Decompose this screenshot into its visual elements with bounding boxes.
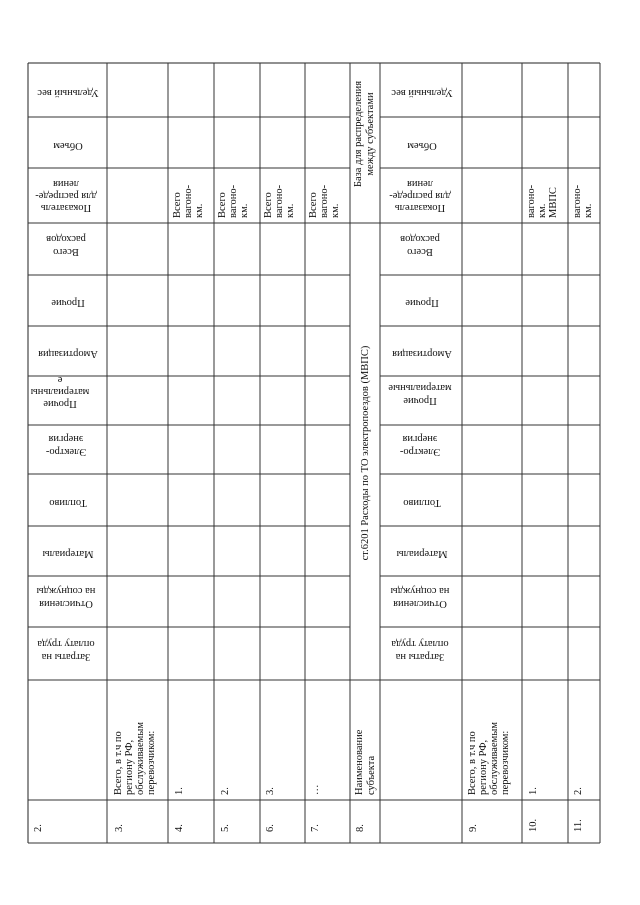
header-cell: Объем <box>53 140 83 151</box>
header-cell: Объем <box>407 140 437 151</box>
row-number: 11. <box>573 819 584 832</box>
header-cell: Затраты наоплату труда <box>391 638 449 662</box>
row-name: Наименованиесубъекта <box>354 729 377 795</box>
cost-item-span-title: ст.6201 Расходы по ТО электропоездов (МВПС) <box>360 345 371 561</box>
row-number: 5. <box>220 824 231 832</box>
header-cell: Отчисленияна соцнужды <box>36 585 96 609</box>
span-cells <box>353 81 376 561</box>
indicator-cell: Всеговагоно-км. <box>172 184 205 218</box>
indicator-cell: вагоно-км.МВПС <box>526 184 559 218</box>
row-number: 7. <box>310 824 321 832</box>
row-number: 4. <box>174 824 185 832</box>
header-cell: Материалы <box>42 548 94 559</box>
header-cell: Всегорасходов <box>46 233 86 257</box>
indicator-cell: вагоно-км. <box>572 184 594 218</box>
row-name: … <box>310 784 321 795</box>
header-cell: Удельный вес <box>391 87 453 98</box>
row-number: 2. <box>33 824 44 832</box>
header-cell: Топливо <box>49 497 87 508</box>
header-cell: Прочиематериальные <box>30 374 90 409</box>
indicator-cell: Всеговагоно-км. <box>217 184 250 218</box>
header-cell: Прочиематериальные <box>388 382 452 406</box>
row-name: 3. <box>265 787 276 795</box>
header-cell: Материалы <box>396 548 448 559</box>
header-cell: Показательдля распреде-ления <box>389 178 451 213</box>
row-numbers <box>33 819 584 832</box>
header-cell: Удельный вес <box>37 87 99 98</box>
row-number: 10. <box>528 818 539 832</box>
header-cell: Топливо <box>403 497 441 508</box>
indicator-cell: Всеговагоно-км. <box>263 184 296 218</box>
header-cell: Прочие <box>405 297 439 308</box>
header-cell: Отчисленияна соцнужды <box>390 585 450 609</box>
row-number: 3. <box>114 824 125 832</box>
header-cell: Показательдля распреде-ления <box>35 178 97 213</box>
header-cell: Затраты наоплату труда <box>37 638 95 662</box>
row-name: Всего, в т.ч порегиону РФ,обслуживаемымперевозчиком: <box>467 722 511 795</box>
header-cell: Амортизация <box>38 348 98 359</box>
row-number: 9. <box>468 824 479 832</box>
row-name: 2. <box>220 787 231 795</box>
header-cell: Всегорасходов <box>400 233 440 257</box>
header-cell: Электро-энергия <box>45 433 87 457</box>
header-cell: Электро-энергия <box>399 433 441 457</box>
header-cell: Прочие <box>51 297 85 308</box>
indicator-cell: Всеговагоно-км. <box>308 184 341 218</box>
indicator-cells <box>172 184 594 218</box>
row-names <box>113 722 584 795</box>
row-number: 6. <box>265 824 276 832</box>
row-name: 2. <box>573 787 584 795</box>
distribution-base-title: База для распределениямежду субъектами <box>353 80 376 188</box>
row-number: 8. <box>355 824 366 832</box>
row-name: 1. <box>174 787 185 795</box>
row-name: Всего, в т.ч порегиону РФ,обслуживаемымперевозчиком: <box>113 722 157 795</box>
header-cell: Амортизация <box>392 348 452 359</box>
row-name: 1. <box>528 787 539 795</box>
table-grid <box>28 63 600 843</box>
